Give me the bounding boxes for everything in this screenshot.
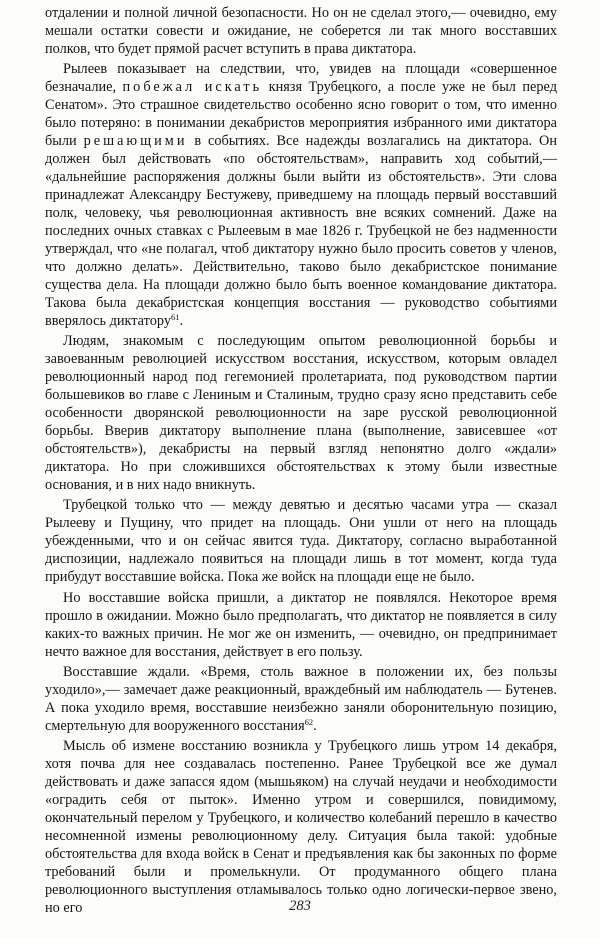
text-run: в событиях. Все надежды возлагались на диктатора. Он должен был действовать «по обстоятельствам», направить ход событий,— «дальнейшие распоряжения должны были выйти из обстоятельств». Эти слова принадлежат Александру Бестужеву, приведшему на площадь первый восставший полк, человеку, чья революционная активность вне всяких сомнений. Даже на последних очных ставках с Рылеевым в мае 1826 г. Трубецкой не без надменности утверждал, что «не полагал, чтоб диктатору нужно было просить советов у членов, что должно делать». Действительно, таково было декабристское понимание существа дела. На площади должно было быть военное командование диктатора. Такова была декабристская концепция восстания — руководство событиями вверялось диктатору bbox=[45, 133, 558, 330]
paragraph bbox=[45, 332, 557, 494]
text-run: Но восставшие войска пришли, а диктатор не появлялся. Некоторое время прошло в ожидании. Можно было предполагать, что диктатор не появляется в силу каких-то важных причин. Не мог же он изменить, — очевидно, он предпринимает нечто важное для восстания, действует в его пользу. bbox=[45, 589, 557, 660]
text-run: . bbox=[179, 313, 184, 330]
paragraph bbox=[45, 60, 557, 330]
paragraph bbox=[45, 496, 557, 586]
text-run: Рылеев показывает на следствии, что, увидев на площади «совершенное безначалие, bbox=[45, 61, 557, 96]
text-run: отдалении и полной личной безопасности. Но он не сделал этого,— очевидно, ему мешали остатки совести и ожидание, не соберется ли так много восставших полков, что будет прямой расчет вступить в права диктатора. bbox=[45, 5, 557, 58]
text-run: Восставшие ждали. «Время, столь важное в положении их, без пользы уходило»,— замечает даже реакционный, враждебный им наблюдатель — Бутенев. А пока уходило время, восставшие неизбежно заняли оборонительную позицию, смертельную для вооруженного восстания bbox=[45, 663, 557, 734]
paragraph bbox=[45, 589, 557, 661]
body-text bbox=[45, 4, 557, 919]
emphasis-spaced: побежал искать bbox=[122, 79, 263, 96]
paragraph bbox=[45, 663, 557, 735]
footnote-ref: 62 bbox=[304, 716, 314, 727]
text-run: Мысль об измене восстанию возникла у Трубецкого лишь утром 14 декабря, хотя почва для нее создавалась постепенно. Ранее Трубецкой все же думал действовать и даже запасся ядом (мышьяком) на случай неудачи и необходимости «оградить себя от пыток». Именно утром и совершился, повидимому, окончательный перелом у Трубецкого, и количество колебаний перешло в качество несомненной измены революционному делу. Ситуация была такой: удобные обстоятельства для входа войск в Сенат и предъявления как бы законных по форме требований были и промелькнули. От продуманного общего плана революционного выступления отламывалось только одно логически-первое звено, но его bbox=[45, 737, 557, 916]
text-run: . bbox=[313, 717, 317, 734]
paragraph-continued bbox=[45, 4, 557, 58]
text-run: Трубецкой только что — между девятью и десятью часами утра — сказал Рылееву и Пущину, что придет на площадь. Они ушли от него на площадь убежденными, что и он сейчас явится туда. Диктатору, согласно выработанной диспозиции, надлежало появиться на площади лишь в тот момент, когда туда прибудут восставшие войска. Пока же войск на площади еще не было. bbox=[45, 497, 557, 586]
page-number: 283 bbox=[289, 898, 311, 914]
footnote-ref: 61 bbox=[170, 312, 180, 323]
emphasis-spaced: решающими bbox=[83, 133, 188, 150]
paragraph bbox=[45, 737, 557, 917]
text-run: Людям, знакомым с последующим опытом революционной борьбы и завоеванным революцией искусством восстания, искусством, которым овладел революционный народ под гегемонией пролетариата, под руководством партии большевиков во главе с Лениным и Сталиным, трудно сразу ясно представить себе особенности дворянской революционности на заре русской революционной борьбы. Вверив диктатору выполнение плана (выполнение, зависевшее «от обстоятельств»), декабристы на первый взгляд непонятно долго «ждали» диктатора. Но при сложившихся обстоятельствах к этому были известные основания, и в них надо вникнуть. bbox=[45, 333, 557, 494]
text-run: князя Трубецкого, а после уже не был перед Сенатом». Это страшное свидетельство особенно ясно говорит о том, что именно было потеряно: в понимании декабристов мероприятия избранного ими диктатора были bbox=[45, 79, 557, 150]
